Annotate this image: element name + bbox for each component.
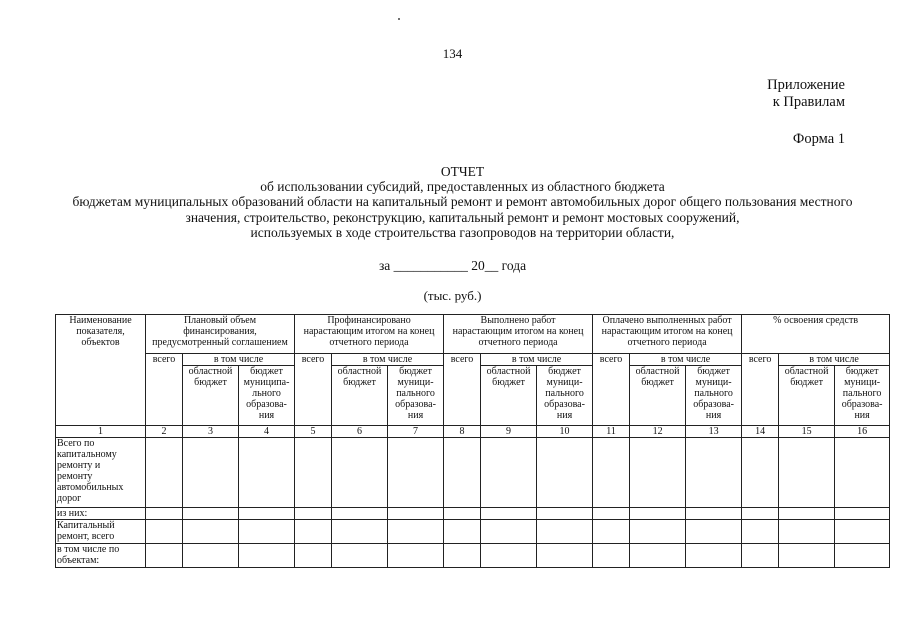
cell-text-line: Всего по: [57, 438, 95, 449]
cell-text-line: областной: [188, 366, 233, 377]
column-number: [537, 426, 593, 438]
cell-text-line: всего: [450, 354, 474, 365]
cell-text-line: 12: [652, 426, 663, 437]
cell-text-line: всего: [301, 354, 325, 365]
cell-text-line: образова-: [544, 399, 585, 410]
cell-text-line: нарастающим итогом на конец: [452, 326, 584, 337]
data-cell: [295, 544, 332, 568]
data-cell: [481, 520, 537, 544]
data-cell: [388, 508, 444, 520]
cell-text-line: Плановый объем: [183, 315, 257, 326]
data-cell: [332, 544, 388, 568]
title-line: используемых в ходе строительства газопроводов на территории области,: [250, 224, 675, 240]
header-municipal-budget: [239, 366, 295, 426]
data-cell: [835, 508, 890, 520]
cell-text-line: Выполнено работ: [480, 315, 556, 326]
data-cell: [444, 438, 481, 508]
cell-text-line: 4: [264, 426, 269, 437]
cell-text-line: ния: [556, 410, 573, 421]
data-cell: [686, 520, 742, 544]
header-group-3: [444, 315, 593, 354]
data-cell: [332, 520, 388, 544]
cell-text-line: в том числе по: [57, 544, 120, 555]
cell-text-line: бюджет: [697, 366, 730, 377]
cell-text-line: показателя,: [76, 326, 125, 337]
column-number: [481, 426, 537, 438]
cell-text-line: ремонту: [57, 471, 93, 482]
cell-text-line: ния: [258, 410, 275, 421]
cell-text-line: Профинансировано: [327, 315, 411, 326]
cell-text-line: льного: [252, 388, 281, 399]
data-cell: [686, 544, 742, 568]
data-cell: [239, 508, 295, 520]
data-cell: [779, 520, 835, 544]
cell-text-line: отчетного периода: [478, 337, 558, 348]
cell-text-line: бюджет: [194, 377, 227, 388]
data-cell: [742, 438, 779, 508]
cell-text-line: муници-: [546, 377, 583, 388]
header-regional-budget: [779, 366, 835, 426]
cell-text-line: всего: [152, 354, 176, 365]
cell-text-line: пального: [694, 388, 733, 399]
cell-text-line: финансирования,: [183, 326, 257, 337]
data-cell: [481, 544, 537, 568]
table-row: [56, 508, 890, 520]
data-cell: [630, 520, 686, 544]
cell-text-line: пального: [396, 388, 435, 399]
form-label: Форма 1: [792, 131, 845, 147]
cell-text-line: Наименование: [69, 315, 132, 326]
column-number: [146, 426, 183, 438]
header-indicator-name: [56, 315, 146, 426]
data-cell: [295, 438, 332, 508]
data-cell: [742, 544, 779, 568]
data-cell: [146, 544, 183, 568]
cell-text-line: ния: [407, 410, 424, 421]
cell-text-line: ремонт, всего: [57, 531, 115, 542]
header-regional-budget: [183, 366, 239, 426]
cell-text-line: пального: [545, 388, 584, 399]
appendix-block: [767, 77, 845, 111]
data-cell: [630, 544, 686, 568]
column-number: [444, 426, 481, 438]
cell-text-line: бюджет: [790, 377, 823, 388]
cell-text-line: бюджет: [548, 366, 581, 377]
cell-text-line: образова-: [693, 399, 734, 410]
cell-text-line: в том числе: [362, 354, 413, 365]
data-cell: [779, 508, 835, 520]
cell-text-line: в том числе: [511, 354, 562, 365]
header-including: [481, 354, 593, 366]
data-cell: [444, 544, 481, 568]
cell-text-line: областной: [784, 366, 829, 377]
cell-text-line: 14: [755, 426, 766, 437]
data-cell: [742, 520, 779, 544]
cell-text-line: % освоения средств: [773, 315, 859, 326]
table-row: [56, 438, 890, 508]
cell-text-line: муниципа-: [243, 377, 290, 388]
cell-text-line: дорог: [57, 493, 82, 504]
cell-text-line: объектам:: [57, 555, 100, 566]
data-cell: [630, 508, 686, 520]
header-municipal-budget: [686, 366, 742, 426]
column-number: [779, 426, 835, 438]
report-title: [40, 164, 885, 240]
header-group-5: [742, 315, 890, 354]
data-cell: [146, 508, 183, 520]
column-number: [630, 426, 686, 438]
cell-text-line: 6: [357, 426, 362, 437]
report-period: за ___________ 20__ года: [378, 258, 527, 273]
cell-text-line: в том числе: [809, 354, 859, 365]
data-cell: [295, 520, 332, 544]
data-cell: [444, 520, 481, 544]
column-number: [183, 426, 239, 438]
cell-text-line: 1: [98, 426, 103, 437]
cell-text-line: нарастающим итогом на конец: [601, 326, 733, 337]
cell-text-line: 2: [161, 426, 167, 437]
cell-text-line: в том числе: [660, 354, 711, 365]
cell-text-line: 10: [559, 426, 570, 437]
data-cell: [183, 520, 239, 544]
data-cell: [183, 508, 239, 520]
data-cell: [239, 438, 295, 508]
cell-text-line: отчетного периода: [627, 337, 707, 348]
cell-text-line: областной: [486, 366, 531, 377]
data-cell: [239, 520, 295, 544]
cell-text-line: отчетного периода: [329, 337, 409, 348]
cell-text-line: бюджет: [250, 366, 283, 377]
cell-text-line: всего: [748, 354, 772, 365]
header-including: [630, 354, 742, 366]
header-row-groups: [56, 315, 890, 354]
data-cell: [835, 544, 890, 568]
header-total: [146, 354, 183, 426]
units-label: (тыс. руб.): [423, 288, 482, 303]
data-cell: [183, 544, 239, 568]
data-cell: [593, 544, 630, 568]
cell-text-line: бюджет: [399, 366, 432, 377]
data-cell: [779, 438, 835, 508]
title-line: значения, строительство, реконструкцию, капитальный ремонт и ремонт мостовых сооружений,: [185, 209, 740, 225]
data-cell: [388, 544, 444, 568]
cell-text-line: всего: [599, 354, 623, 365]
header-total: [593, 354, 630, 426]
data-cell: [146, 520, 183, 544]
page-number: 134: [442, 46, 463, 61]
column-number: [742, 426, 779, 438]
data-cell: [444, 508, 481, 520]
cell-text-line: 9: [506, 426, 512, 437]
data-cell: [332, 508, 388, 520]
cell-text-line: автомобильных: [57, 482, 124, 493]
data-cell: [481, 508, 537, 520]
cell-text-line: ния: [854, 410, 870, 421]
data-cell: [593, 438, 630, 508]
cell-text-line: 15: [801, 426, 812, 437]
header-group-1: [146, 315, 295, 354]
appendix-line: к Правилам: [772, 94, 845, 110]
data-cell: [593, 520, 630, 544]
data-cell: [146, 438, 183, 508]
data-cell: [537, 544, 593, 568]
data-cell: [686, 438, 742, 508]
data-cell: [630, 438, 686, 508]
cell-text-line: бюджет: [343, 377, 376, 388]
data-cell: [537, 520, 593, 544]
data-cell: [239, 544, 295, 568]
column-number-row: [56, 426, 890, 438]
cell-text-line: ремонту и: [57, 460, 101, 471]
column-number: [295, 426, 332, 438]
cell-text-line: 13: [708, 426, 719, 437]
cell-text-line: образова-: [246, 399, 287, 410]
column-number: [56, 426, 146, 438]
row-label: [56, 438, 146, 508]
header-total: [444, 354, 481, 426]
cell-text-line: объектов: [81, 337, 120, 348]
cell-text-line: ния: [705, 410, 722, 421]
column-number: [593, 426, 630, 438]
appendix-line: Приложение: [767, 77, 845, 93]
cell-text-line: бюджет: [492, 377, 525, 388]
data-cell: [537, 438, 593, 508]
cell-text-line: муници-: [844, 377, 881, 388]
header-group-2: [295, 315, 444, 354]
cell-text-line: образова-: [841, 399, 883, 410]
cell-text-line: в том числе: [213, 354, 264, 365]
data-cell: [593, 508, 630, 520]
scan-speck: [398, 18, 400, 20]
data-cell: [779, 544, 835, 568]
cell-text-line: 5: [310, 426, 316, 437]
data-cell: [481, 438, 537, 508]
cell-text-line: муници-: [695, 377, 732, 388]
cell-text-line: капитальному: [57, 449, 117, 460]
data-cell: [686, 508, 742, 520]
cell-text-line: пального: [842, 388, 882, 399]
data-cell: [332, 438, 388, 508]
cell-text-line: муници-: [397, 377, 434, 388]
cell-text-line: 16: [857, 426, 868, 437]
header-group-4: [593, 315, 742, 354]
cell-text-line: областной: [337, 366, 382, 377]
header-total: [295, 354, 332, 426]
data-cell: [835, 520, 890, 544]
header-municipal-budget: [835, 366, 890, 426]
title-line: об использовании субсидий, предоставленных из областного бюджета: [260, 179, 665, 195]
title-line: бюджетам муниципальных образований области на капитальный ремонт и ремонт автомобильных дорог общего пользования местного: [72, 194, 853, 210]
data-cell: [835, 438, 890, 508]
cell-text-line: областной: [635, 366, 680, 377]
data-cell: [388, 520, 444, 544]
cell-text-line: бюджет: [845, 366, 879, 377]
column-number: [686, 426, 742, 438]
table-row: [56, 544, 890, 568]
cell-text-line: из них:: [57, 508, 88, 519]
header-including: [779, 354, 890, 366]
column-number: [388, 426, 444, 438]
header-including: [183, 354, 295, 366]
header-municipal-budget: [537, 366, 593, 426]
column-number: [332, 426, 388, 438]
column-number: [835, 426, 890, 438]
cell-text-line: 7: [413, 426, 419, 437]
header-regional-budget: [481, 366, 537, 426]
row-label: [56, 520, 146, 544]
header-including: [332, 354, 444, 366]
header-row-subgroups: [56, 354, 890, 366]
cell-text-line: Оплачено выполненных работ: [602, 315, 732, 326]
table-row: [56, 520, 890, 544]
data-cell: [742, 508, 779, 520]
data-cell: [537, 508, 593, 520]
cell-text-line: образова-: [395, 399, 436, 410]
data-cell: [295, 508, 332, 520]
row-label: [56, 544, 146, 568]
cell-text-line: 8: [459, 426, 465, 437]
data-cell: [388, 438, 444, 508]
cell-text-line: 3: [208, 426, 213, 437]
header-total: [742, 354, 779, 426]
cell-text-line: 11: [606, 426, 616, 437]
title-line: ОТЧЕТ: [440, 164, 485, 179]
header-municipal-budget: [388, 366, 444, 426]
cell-text-line: бюджет: [641, 377, 674, 388]
column-number: [239, 426, 295, 438]
data-cell: [183, 438, 239, 508]
cell-text-line: Капитальный: [57, 520, 115, 531]
report-table: [55, 314, 890, 568]
cell-text-line: предусмотренный соглашением: [152, 337, 288, 348]
cell-text-line: нарастающим итогом на конец: [303, 326, 435, 337]
row-label: [56, 508, 146, 520]
header-regional-budget: [332, 366, 388, 426]
header-regional-budget: [630, 366, 686, 426]
